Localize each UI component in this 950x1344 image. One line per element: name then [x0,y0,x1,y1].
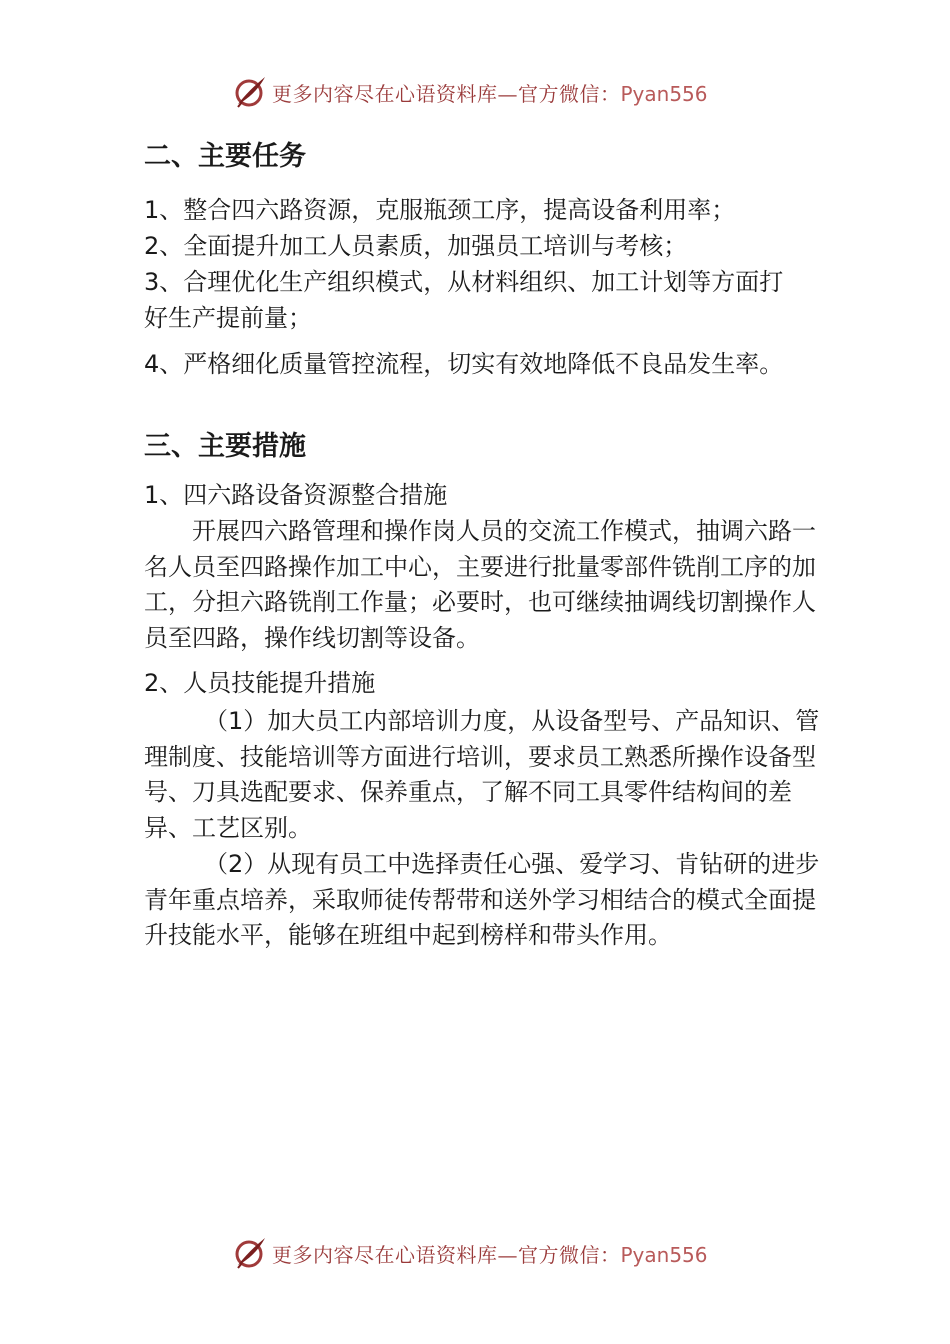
section-3-heading: 三、主要措施 [144,431,306,462]
measure-1-title: 1、四六路设备资源整合措施 [144,481,448,509]
quill-logo-icon [232,74,268,110]
footer-watermark [232,1233,708,1273]
section-2-heading: 二、主要任务 [144,141,306,172]
measure-1-body: 开展四六路管理和操作岗人员的交流工作模式，抽调六路一名人员至四路操作加工中心，主要进行批量零部件铣削工序的加工，分担六路铣削工作量；必要时，也可继续抽调线切割操作人员至四路，操作线切割等设备。 [144,517,816,652]
watermark-wechat-id: Pyan556 [620,81,708,106]
task-item-1: 1、整合四六路资源，克服瓶颈工序，提高设备利用率； [144,196,736,224]
measure-2-paragraph-1: （1）加大员工内部培训力度，从设备型号、产品知识、管理制度、技能培训等方面进行培训，要求员工熟悉所操作设备型号、刀具选配要求、保养重点，了解不同工具零件结构间的差异、工艺区别。 [144,707,820,842]
quill-logo-icon [232,1235,268,1271]
measure-2-paragraph-2: （2）从现有员工中选择责任心强、爱学习、肯钻研的进步青年重点培养，采取师徒传帮带和送外学习相结合的模式全面提升技能水平，能够在班组中起到榜样和带头作用。 [144,850,820,949]
task-item-2: 2、全面提升加工人员素质，加强员工培训与考核； [144,232,688,260]
measure-2-title: 2、人员技能提升措施 [144,669,376,697]
watermark-wechat-id: Pyan556 [620,1242,708,1267]
task-item-3: 3、合理优化生产组织模式，从材料组织、加工计划等方面打好生产提前量； [144,268,784,332]
watermark-text: 更多内容尽在心语资料库—官方微信： [272,1242,621,1267]
watermark-text: 更多内容尽在心语资料库—官方微信： [272,81,621,106]
task-item-4: 4、严格细化质量管控流程，切实有效地降低不良品发生率。 [144,350,784,378]
header-watermark [232,72,708,112]
